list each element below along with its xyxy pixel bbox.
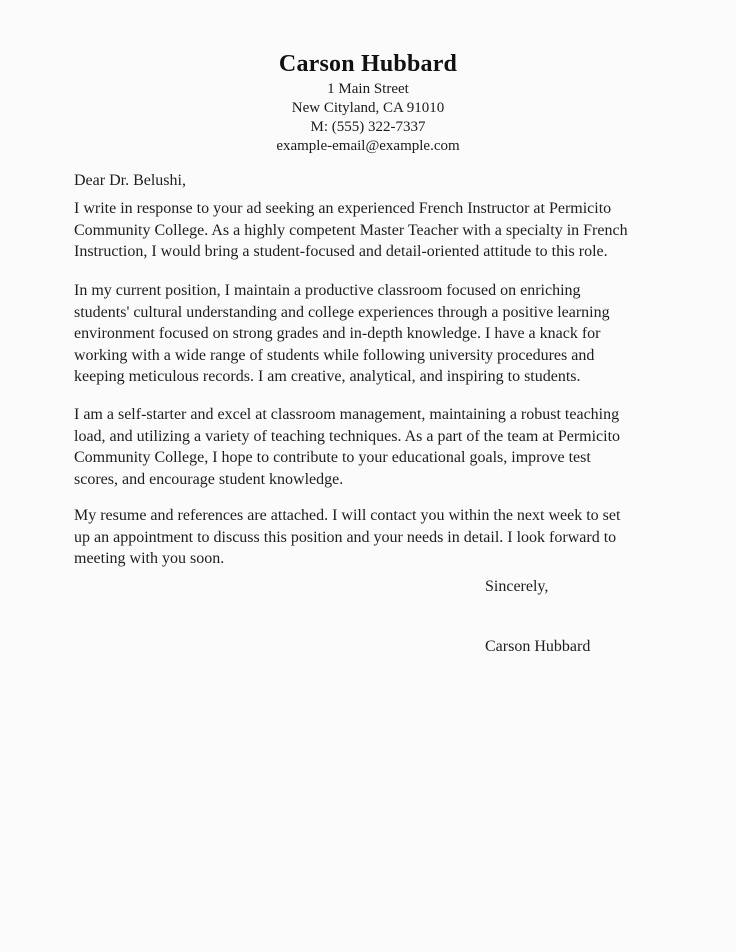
closing: Sincerely,	[485, 578, 549, 595]
paragraph-line: keeping meticulous records. I am creative, analytical, and inspiring to students.	[74, 368, 581, 385]
signature-name: Carson Hubbard	[485, 638, 591, 655]
paragraph-line: environment focused on strong grades and in-depth knowledge. I have a knack for	[74, 325, 601, 342]
body-paragraph-1	[74, 198, 674, 263]
paragraph-line: scores, and encourage student knowledge.	[74, 470, 344, 488]
paragraph-line: students' cultural understanding and college experiences through a positive learning	[74, 303, 610, 321]
paragraph-line: Instruction, I would bring a student-focused and detail-oriented attitude to this role.	[74, 243, 608, 260]
paragraph-line: My resume and references are attached. I will contact you within the next week to set	[74, 507, 621, 524]
paragraph-line: Community College. As a highly competent Master Teacher with a specialty in French	[74, 221, 628, 239]
salutation: Dear Dr. Belushi,	[74, 172, 186, 189]
body-paragraph-4	[74, 505, 674, 570]
paragraph-line: meeting with you soon.	[74, 550, 225, 567]
sender-email: example-email@example.com	[276, 138, 460, 154]
paragraph-line: Community College, I hope to contribute to your educational goals, improve test	[74, 449, 591, 466]
paragraph-line: working with a wide range of students while following university procedures and	[74, 346, 595, 364]
paragraph-line: I write in response to your ad seeking an experienced French Instructor at Permicito	[74, 200, 612, 217]
body-paragraph-3	[74, 404, 674, 490]
paragraph-line: In my current position, I maintain a productive classroom focused on enriching	[74, 282, 581, 299]
sender-name: Carson Hubbard	[278, 51, 458, 77]
body-paragraph-2	[74, 280, 674, 388]
paragraph-line: load, and utilizing a variety of teaching techniques. As a part of the team at Permicito	[74, 427, 621, 445]
sender-phone: M: (555) 322-7337	[310, 119, 426, 135]
paragraph-line: I am a self-starter and excel at classroom management, maintaining a robust teaching	[74, 406, 620, 423]
letter-header	[0, 48, 736, 156]
paragraph-line: up an appointment to discuss this position and your needs in detail. I look forward to	[74, 528, 617, 546]
sender-street: 1 Main Street	[327, 81, 409, 97]
sender-city: New Cityland, CA 91010	[291, 100, 445, 116]
